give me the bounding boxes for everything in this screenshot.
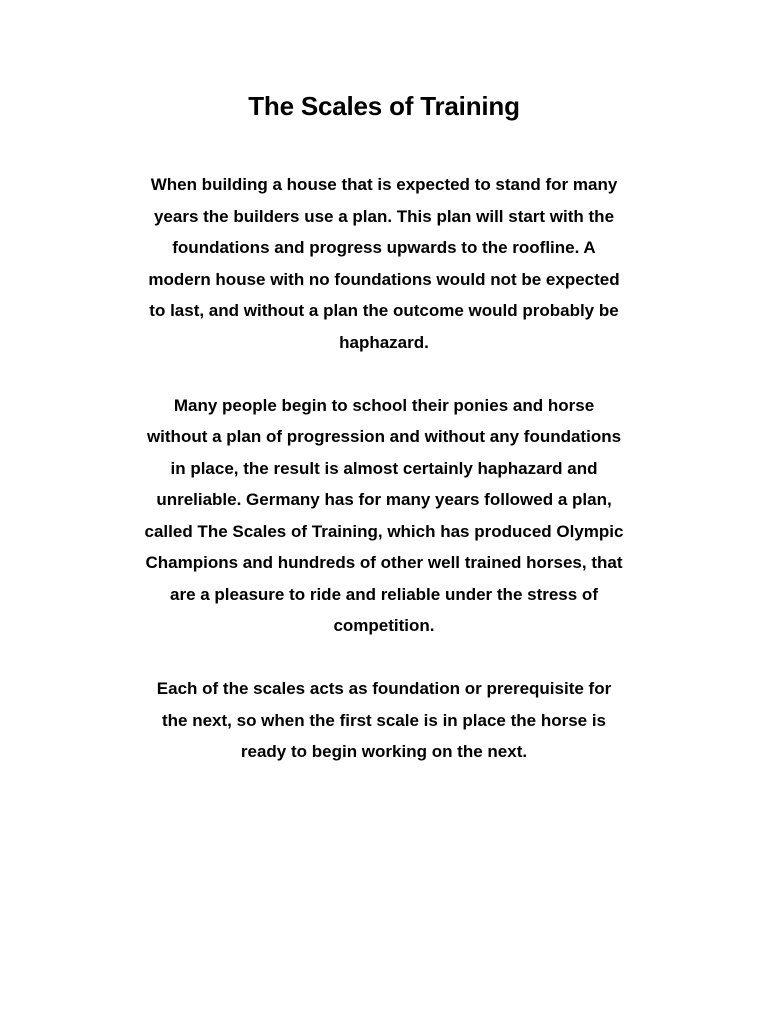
paragraph-line: to last, and without a plan the outcome would probably be — [149, 301, 619, 320]
paragraph-line: unreliable. Germany has for many years followed a plan, — [156, 490, 612, 509]
paragraph-line: are a pleasure to ride and reliable under the stress of — [170, 584, 598, 604]
paragraph-line: foundations and progress upwards to the roofline. A — [172, 238, 596, 257]
paragraph-line: without a plan of progression and without any foundations — [146, 427, 622, 446]
paragraph-line: haphazard. — [339, 332, 429, 352]
paragraph-line: Champions and hundreds of other well trained horses, that — [145, 553, 623, 572]
paragraph-line: Each of the scales acts as foundation or prerequisite for — [156, 679, 612, 698]
document-body — [120, 169, 648, 799]
paragraph-line: modern house with no foundations would not be expected — [148, 269, 620, 289]
document-title: The Scales of Training — [248, 91, 520, 121]
paragraph-line: the next, so when the first scale is in place the horse is — [161, 710, 607, 730]
paragraph-line: years the builders use a plan. This plan will start with the — [153, 206, 615, 226]
paragraph-line: competition. — [333, 616, 435, 635]
paragraph-line: ready to begin working on the next. — [240, 742, 528, 761]
paragraph-house-analogy — [120, 169, 648, 358]
paragraph-line: called The Scales of Training, which has produced Olympic — [144, 521, 624, 541]
paragraph-line: in place, the result is almost certainly haphazard and — [170, 458, 598, 478]
paragraph-scales-foundation — [120, 673, 648, 768]
paragraph-line: Many people begin to school their ponies and horse — [173, 395, 595, 415]
paragraph-germany-plan — [120, 390, 648, 642]
paragraph-line: When building a house that is expected to stand for many — [150, 175, 618, 194]
